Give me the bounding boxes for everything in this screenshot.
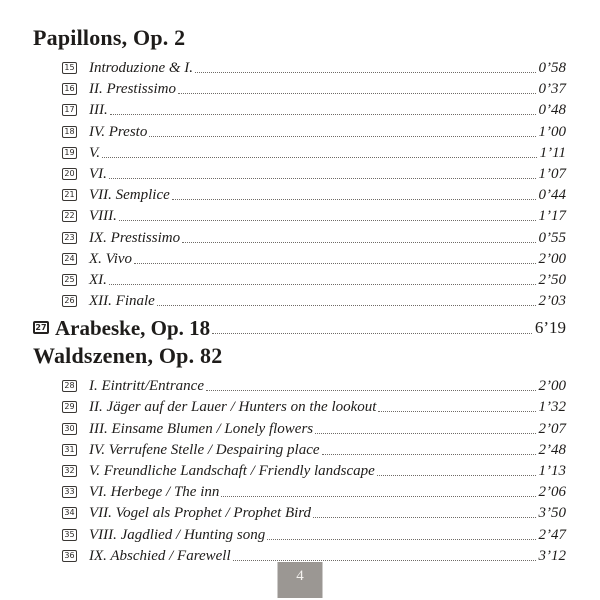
track-duration: 0’37 — [538, 81, 566, 98]
track-row — [33, 79, 566, 100]
track-number-badge: 29 — [62, 401, 77, 413]
track-number-badge: 24 — [62, 253, 77, 265]
page-number-box — [278, 562, 323, 598]
track-duration: 2’07 — [538, 420, 566, 437]
track-title: VI. Herbege / The inn — [89, 484, 220, 501]
track-duration: 1’13 — [538, 463, 566, 479]
track-duration: 0’48 — [538, 102, 566, 119]
track-row — [33, 291, 566, 312]
track-duration: 2’50 — [538, 271, 566, 288]
track-duration: 0’44 — [538, 187, 566, 204]
track-number-badge: 22 — [62, 210, 77, 222]
track-title: XI. — [89, 271, 107, 288]
track-duration: 0’58 — [538, 60, 566, 76]
track-row — [33, 143, 566, 164]
track-duration: 1’07 — [538, 165, 566, 182]
track-duration: 2’03 — [538, 293, 566, 310]
dotted-leader — [315, 419, 535, 434]
dotted-leader — [109, 270, 536, 285]
dotted-leader — [149, 122, 535, 137]
dotted-leader — [102, 143, 537, 158]
track-title: V. Freundliche Landschaft / Friendly landscape — [89, 463, 375, 479]
track-title: I. Eintritt/Entrance — [89, 378, 204, 395]
dotted-leader — [195, 58, 535, 73]
dotted-leader — [212, 315, 532, 334]
dotted-leader — [178, 79, 536, 94]
track-row — [33, 228, 566, 249]
section-heading-arabeske: Arabeske, Op. 18 — [55, 316, 211, 341]
track-row — [33, 419, 566, 440]
dotted-leader — [233, 546, 536, 561]
track-duration: 1’00 — [538, 123, 566, 140]
track-title: IV. Verrufene Stelle / Despairing place — [89, 441, 320, 458]
track-duration: 2’00 — [538, 378, 566, 395]
track-row — [33, 122, 566, 143]
track-title: XII. Finale — [89, 293, 155, 310]
track-number-badge: 33 — [62, 486, 77, 498]
track-title: IX. Prestissimo — [89, 229, 181, 246]
track-title: VIII. Jagdlied / Hunting song — [89, 526, 266, 543]
track-title: VIII. — [89, 208, 117, 225]
track-duration: 1’17 — [538, 208, 566, 225]
dotted-leader — [377, 461, 536, 476]
dotted-leader — [172, 185, 536, 200]
track-duration: 1’32 — [538, 399, 566, 416]
dotted-leader — [313, 503, 535, 518]
track-row — [33, 525, 566, 546]
track-row — [33, 164, 566, 185]
track-title: V. — [89, 144, 100, 161]
track-row — [33, 270, 566, 291]
dotted-leader — [182, 228, 535, 243]
track-duration: 2’06 — [538, 484, 566, 501]
track-row-arabeske — [33, 315, 566, 341]
track-number-badge: 20 — [62, 168, 77, 180]
track-number-badge: 36 — [62, 550, 77, 562]
dotted-leader — [110, 100, 536, 115]
track-row — [33, 440, 566, 461]
track-duration: 3’50 — [538, 505, 566, 522]
track-number-badge: 19 — [62, 147, 77, 159]
track-number-badge: 35 — [62, 529, 77, 541]
track-duration: 6’19 — [534, 318, 566, 338]
track-title: III. Einsame Blumen / Lonely flowers — [89, 420, 314, 437]
dotted-leader — [134, 249, 535, 264]
track-duration: 2’47 — [538, 526, 566, 543]
track-number-badge: 23 — [62, 232, 77, 244]
dotted-leader — [109, 164, 536, 179]
track-duration: 0’55 — [538, 229, 566, 246]
page-number: 4 — [296, 568, 304, 584]
track-row — [33, 185, 566, 206]
track-title: II. Jäger auf der Lauer / Hunters on the lookout — [89, 399, 377, 416]
track-title: III. — [89, 102, 108, 119]
track-row — [33, 376, 566, 397]
track-number-badge: 18 — [62, 126, 77, 138]
track-number-badge: 32 — [62, 465, 77, 477]
track-row — [33, 461, 566, 482]
track-row — [33, 397, 566, 418]
track-title: IV. Presto — [89, 123, 148, 140]
track-number-badge: 31 — [62, 444, 77, 456]
track-title: II. Prestissimo — [89, 81, 176, 98]
track-number-badge: 26 — [62, 295, 77, 307]
track-title: VII. Semplice — [89, 187, 170, 204]
track-row — [33, 100, 566, 121]
track-row — [33, 58, 566, 79]
track-title: VII. Vogel als Prophet / Prophet Bird — [89, 505, 312, 522]
track-row — [33, 482, 566, 503]
track-title: IX. Abschied / Farewell — [89, 547, 231, 564]
track-number-badge: 34 — [62, 507, 77, 519]
track-number-badge: 15 — [62, 62, 77, 74]
dotted-leader — [119, 206, 536, 221]
track-number-badge: 25 — [62, 274, 77, 286]
track-row — [33, 503, 566, 524]
track-number-badge: 27 — [33, 321, 49, 334]
track-duration: 3’12 — [538, 547, 566, 564]
dotted-leader — [322, 440, 536, 455]
track-duration: 1’11 — [539, 144, 566, 161]
track-title: X. Vivo — [89, 250, 133, 267]
dotted-leader — [206, 376, 536, 391]
dotted-leader — [267, 525, 535, 540]
track-row — [33, 206, 566, 227]
track-title: Introduzione & I. — [89, 60, 194, 76]
track-number-badge: 21 — [62, 189, 77, 201]
track-number-badge: 28 — [62, 380, 77, 392]
track-duration: 2’00 — [538, 250, 566, 267]
track-number-badge: 16 — [62, 83, 77, 95]
section-heading-waldszenen: Waldszenen, Op. 82 — [33, 343, 223, 369]
section-heading-papillons: Papillons, Op. 2 — [33, 25, 186, 50]
track-duration: 2’48 — [538, 441, 566, 458]
track-row — [33, 249, 566, 270]
track-number-badge: 17 — [62, 104, 77, 116]
dotted-leader — [378, 397, 535, 412]
dotted-leader — [157, 291, 536, 306]
track-number-badge: 30 — [62, 423, 77, 435]
dotted-leader — [221, 482, 535, 497]
track-title: VI. — [89, 165, 107, 182]
